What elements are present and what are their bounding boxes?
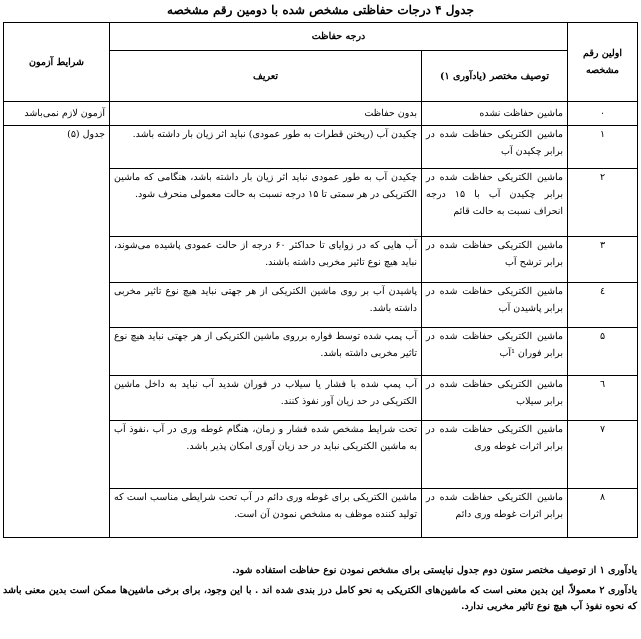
digit-cell: ۵ [568, 328, 638, 376]
digit-cell: ۰ [568, 102, 638, 126]
short-description-cell: ماشین الکتریکی حفاظت شده در برابر اثرات غوطه وری دائم [422, 489, 568, 538]
definition-cell: چکیدن آب (ریختن قطرات به طور عمودی) نباید اثر زیان بار داشته باشد. [110, 126, 422, 169]
digit-cell: ٤ [568, 283, 638, 328]
short-description-cell: ماشین الکتریکی حفاظت شده در برابر سیلاب [422, 376, 568, 421]
definition-cell: آب هایی که در زوایای تا حداکثر ۶۰ درجه از حالت عمودی پاشیده می‌شوند، نباید هیچ نوع تاثیر مخربی داشته باشند. [110, 237, 422, 283]
definition-cell: ماشین الکتریکی برای غوطه وری دائم در آب تحت شرایطی مناسب است که تولید کننده موظف به مشخص نمودن آن است. [110, 489, 422, 538]
short-description-cell: ماشین الکتریکی حفاظت شده در برابر پاشیدن آب [422, 283, 568, 328]
definition-cell: پاشیدن آب بر روی ماشین الکتریکی از هر جهتی نباید هیچ نوع تاثیر مخربی داشته باشد. [110, 283, 422, 328]
header-short-description: توصیف مختصر (یادآوری ۱) [422, 51, 568, 102]
short-description-cell: ماشین الکتریکی حفاظت شده در برابر فوران ¹آب [422, 328, 568, 376]
short-description-cell: ماشین الکتریکی حفاظت شده در برابر ترشح آب [422, 237, 568, 283]
digit-cell: ۲ [568, 169, 638, 237]
definition-cell: بدون حفاظت [110, 102, 422, 126]
note-2: یادآوری ۲ معمولاً، این بدین معنی است که ماشین‌های الکتریکی به نحو کامل درز بندی شده اند . با این وجود، برای برخی ماشین‌ها ممکن است بدین معنی باشد که نحوه نفوذ آب هیچ نوع تاثیر مخربی ندارد. [3, 585, 638, 612]
definition-cell: چکیدن آب به طور عمودی نباید اثر زیان بار داشته باشد، هنگامی که ماشین الکتریکی در هر سمتی تا ۱۵ درجه نسبت به حالت معمولی منحرف شود. [110, 169, 422, 237]
digit-cell: ٦ [568, 376, 638, 421]
table-row [4, 102, 638, 126]
header-test-conditions: شرایط آزمون [4, 23, 110, 102]
table-row [4, 126, 638, 169]
test-conditions-cell: جدول (۵) [4, 126, 110, 538]
test-conditions-cell: آزمون لازم نمی‌باشد [4, 102, 110, 126]
digit-cell: ۱ [568, 126, 638, 169]
short-description-cell: ماشین الکتریکی حفاظت شده در برابر اثرات غوطه وری [422, 421, 568, 489]
short-description-cell: ماشین الکتریکی حفاظت شده در برابر چکیدن آب با ۱۵ درجه انحراف نسبت به حالت قائم [422, 169, 568, 237]
definition-cell: تحت شرایط مشخص شده فشار و زمان، هنگام غوطه وری در آب ،نفوذ آب به ماشین الکتریکی نباید در حد زیان آوری امکان پذیر باشد. [110, 421, 422, 489]
table-title: جدول ۴ درجات حفاظتی مشخص شده با دومین رقم مشخصه [167, 3, 474, 17]
header-first-digit: اولین رقم مشخصه [568, 23, 638, 102]
digit-cell: ۷ [568, 421, 638, 489]
definition-cell: آب پمپ شده با فشار یا سیلاب در فوران شدید آب نباید به داخل ماشین الکتریکی در حد زیان آور نفوذ کنند. [110, 376, 422, 421]
digit-cell: ۸ [568, 489, 638, 538]
definition-cell: آب پمپ شده توسط فواره برروی ماشین الکتریکی از هر جهتی نباید هیچ نوع تاثیر مخربی داشته باشد. [110, 328, 422, 376]
header-definition: تعریف [110, 51, 422, 102]
short-description-cell: ماشین حفاظت نشده [422, 102, 568, 126]
short-description-cell: ماشین الکتریکی حفاظت شده در برابر چکیدن آب [422, 126, 568, 169]
protection-degrees-table [3, 22, 638, 538]
digit-cell: ۳ [568, 237, 638, 283]
note-1: یادآوری ۱ از توصیف مختصر ستون دوم جدول نبایستی برای مشخص نمودن نوع حفاظت استفاده شود. [232, 565, 637, 576]
header-protection-degree: درجه حفاظت [110, 23, 568, 51]
